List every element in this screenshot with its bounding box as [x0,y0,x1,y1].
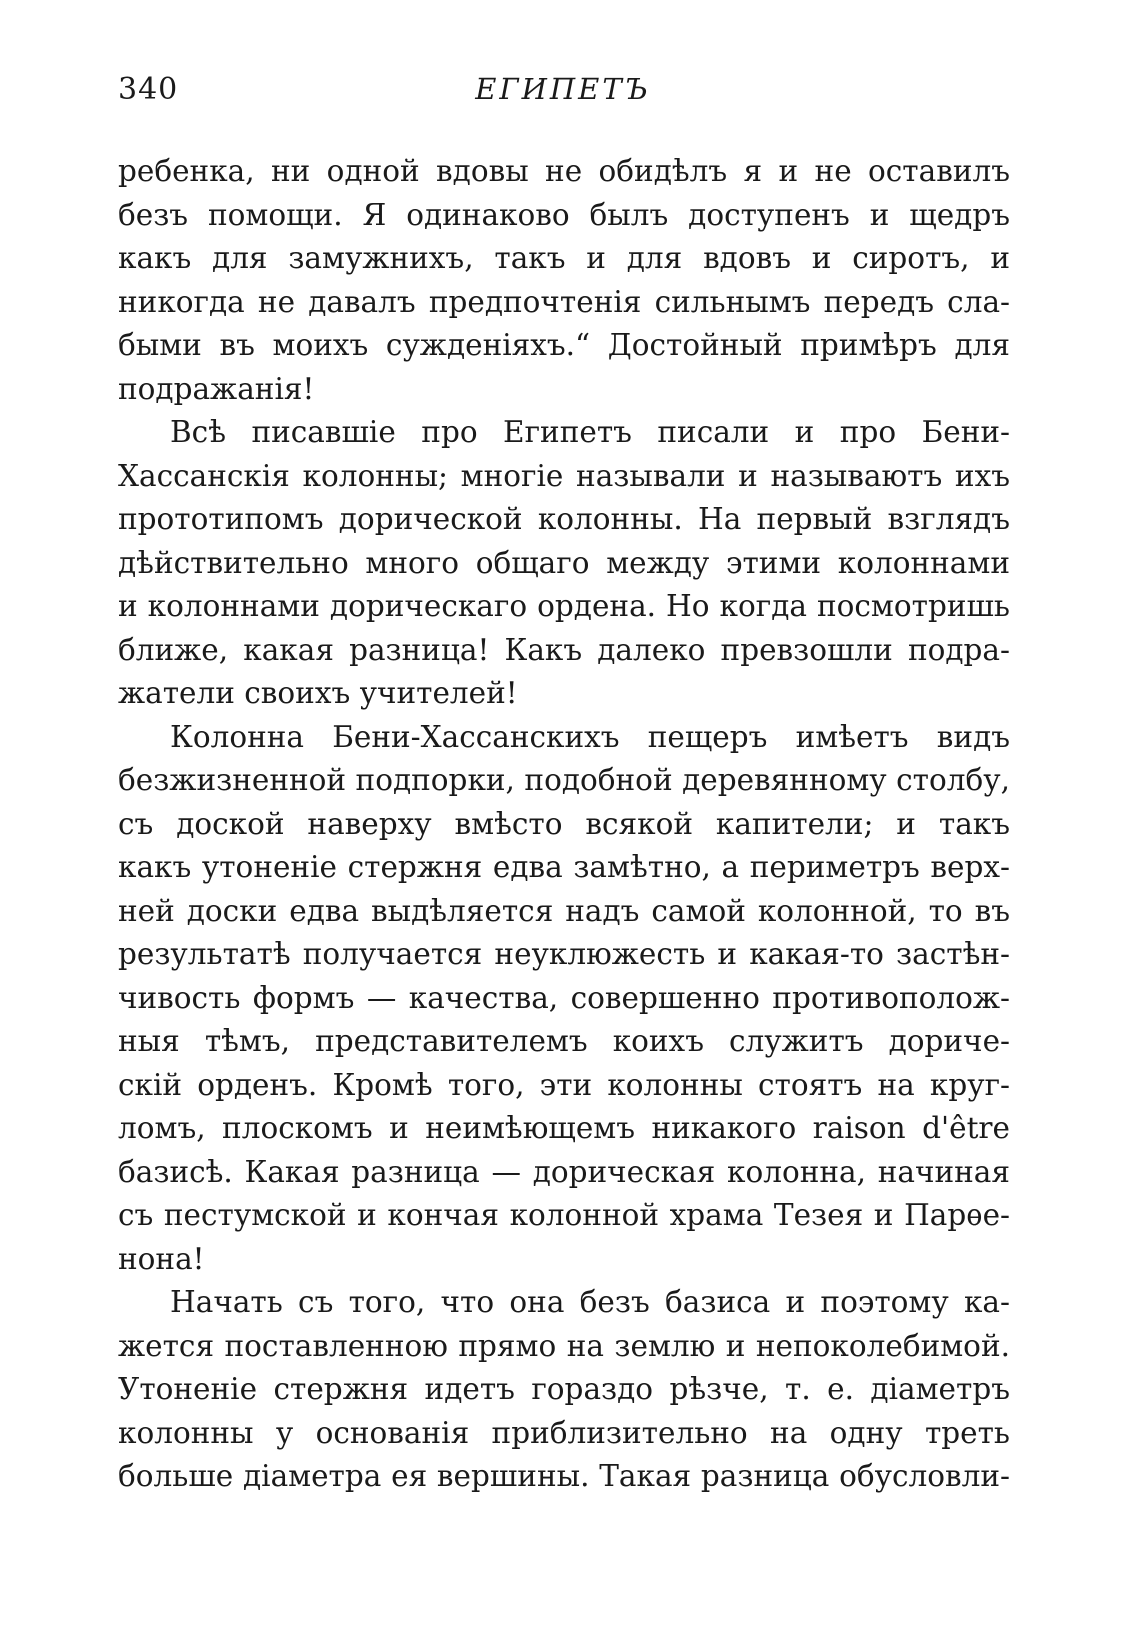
text-line: ближе, какая разница! Какъ далеко превзошли подра- [118,632,1010,667]
text-line: ныя тѣмъ, представителемъ коихъ служитъ доричe- [118,1024,1010,1058]
text-line: какъ утоненіе стержня едва замѣтно, а периметръ верх- [118,850,1010,884]
paragraph-3 [118,716,1010,1282]
text-line: никогда не давалъ предпочтенія сильнымъ передъ сла- [118,284,1010,319]
paragraph-2 [118,411,1010,716]
text-line: результатѣ получается неуклюжесть и какая-то застѣн- [118,937,1010,971]
body-text [118,150,1010,1499]
text-line: Колонна Бени-Хассанскихъ пещеръ имѣетъ видъ [170,719,1010,754]
text-line: съ доской наверху вмѣсто всякой капители; и такъ [118,806,1010,841]
text-line: скій орденъ. Кромѣ того, эти колонны стоятъ на круг- [118,1067,1010,1102]
page-number: 340 [118,72,179,107]
text-line: колонны у основанія приблизительно на одну треть [118,1415,1010,1450]
running-title: ЕГИПЕТЪ [475,72,651,106]
text-line: Всѣ писавшіе про Египетъ писали и про Бени- [170,415,1010,449]
text-line: Хассанскія колонны; многіе называли и называютъ ихъ [118,458,1010,493]
paragraph-1 [118,150,1010,411]
paragraph-4 [118,1281,1010,1499]
text-line: быми въ моихъ сужденіяхъ.“ Достойный примѣръ для [118,328,1010,362]
text-line: Начать съ того, что она безъ базиса и поэтому ка- [170,1285,1010,1319]
text-line: Утоненіе стержня идетъ гораздо рѣзче, т. е. діаметръ [118,1372,1010,1406]
text-line: какъ для замужнихъ, такъ и для вдовъ и сиротъ, и [118,241,1010,275]
text-line: чивость формъ — качества, совершенно противополож- [118,980,1010,1015]
text-line: безжизненной подпорки, подобной деревянному столбу, [118,763,1010,797]
text-line: дѣйствительно много общаго между этими колоннами [118,545,1010,580]
running-head [118,72,1008,122]
text-line: ней доски едва выдѣляется надъ самой колонной, то въ [118,893,1010,928]
text-line: жется поставленною прямо на землю и непоколебимой. [118,1328,1010,1363]
text-line: ломъ, плоскомъ и неимѣющемъ никакого raison d'être [118,1111,1010,1145]
text-line: прототипомъ дорической колонны. На первый взглядъ [118,502,1010,536]
text-line: базисѣ. Какая разница — дорическая колонна, начиная [118,1154,1010,1189]
text-line: жатели своихъ учителей! [118,676,518,710]
text-line: и колоннами дорическаго ордена. Но когда посмотришь [118,589,1010,623]
text-line: больше діаметра ея вершины. Такая разница обусловли- [118,1459,1010,1493]
text-line: съ пестумской и кончая колонной храма Тезея и Парѳе- [118,1198,1010,1232]
text-line: нона! [118,1241,205,1276]
text-line: подражанія! [118,371,315,406]
text-line: ребенка, ни одной вдовы не обидѣлъ я и не оставилъ [118,154,1010,188]
text-line: безъ помощи. Я одинаково былъ доступенъ и щедръ [118,197,1010,232]
